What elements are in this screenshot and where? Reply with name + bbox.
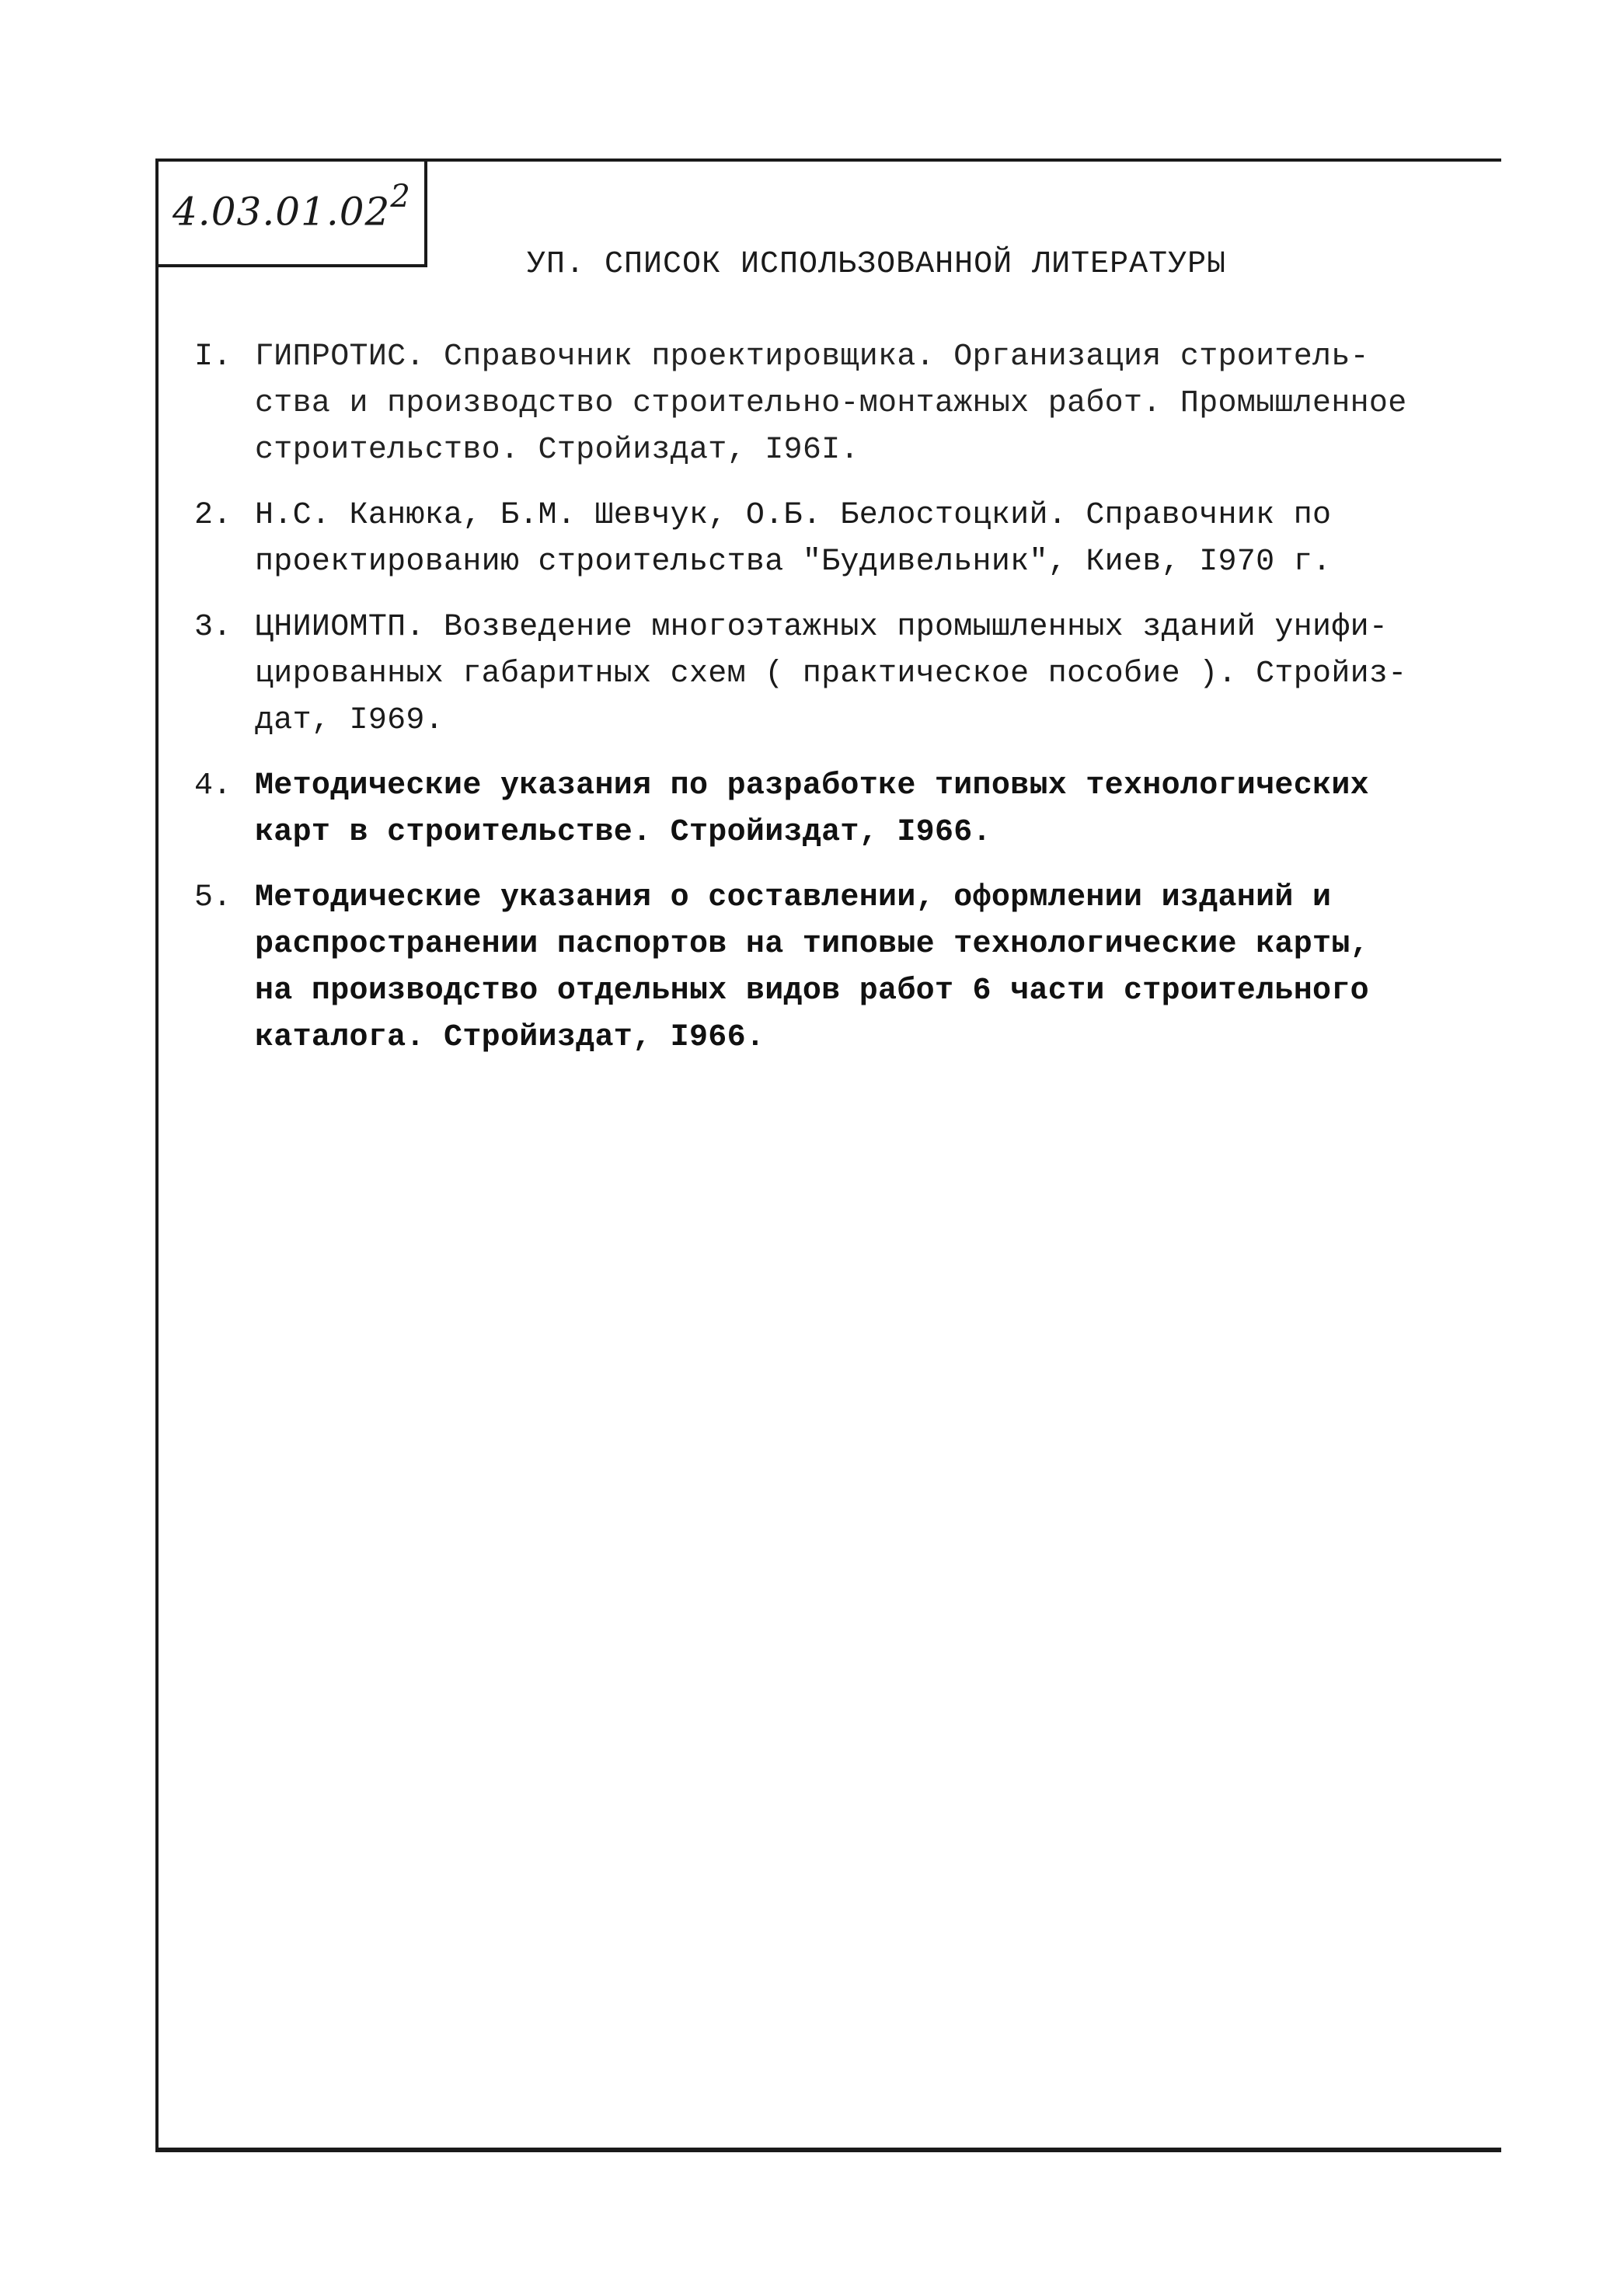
document-code-number: 4.03.01.02 xyxy=(173,189,391,235)
reference-number: I. xyxy=(194,340,232,375)
reference-line: цированных габаритных схем ( практическое пособие ). Стройиз- xyxy=(255,657,1407,692)
reference-item xyxy=(186,763,1500,856)
reference-line: распространении паспортов на типовые технологические карты, xyxy=(255,927,1369,962)
reference-line: Методические указания о составлении, оформлении изданий и xyxy=(255,880,1332,915)
reference-line: ЦНИИОМТП. Возведение многоэтажных промышленных зданий унифи- xyxy=(255,610,1389,645)
reference-line: Н.С. Канюка, Б.М. Шевчук, О.Б. Белостоцкий. Справочник по xyxy=(255,498,1332,533)
frame-bottom-line xyxy=(155,2148,1501,2152)
reference-item xyxy=(186,604,1500,744)
reference-line: проектированию строительства "Будивельник", Киев, I970 г. xyxy=(255,545,1332,580)
reference-number: 5. xyxy=(194,880,232,915)
reference-line: на производство отдельных видов работ 6 части строительного xyxy=(255,974,1369,1009)
frame-left-line xyxy=(155,159,159,2151)
document-code-stamp xyxy=(155,159,427,267)
reference-number: 2. xyxy=(194,498,232,533)
reference-line: ства и производство строительно-монтажных работ. Промышленное xyxy=(255,386,1407,421)
reference-list xyxy=(186,334,1500,1080)
reference-line: дат, I969. xyxy=(255,703,444,738)
reference-line: Методические указания по разработке типовых технологических xyxy=(255,768,1369,803)
reference-item xyxy=(186,875,1500,1061)
page-title: УП. СПИСОК ИСПОЛЬЗОВАННОЙ ЛИТЕРАТУРЫ xyxy=(527,247,1227,282)
reference-line: строительство. Стройиздат, I96I. xyxy=(255,433,859,468)
reference-line: ГИПРОТИС. Справочник проектировщика. Организация строитель- xyxy=(255,340,1369,375)
reference-number: 3. xyxy=(194,610,232,645)
reference-number: 4. xyxy=(194,768,232,803)
reference-line: каталога. Стройиздат, I966. xyxy=(255,1020,765,1055)
document-code xyxy=(173,179,411,235)
document-code-suffix: 2 xyxy=(390,179,411,214)
reference-line: карт в строительстве. Стройиздат, I966. xyxy=(255,815,991,850)
reference-item xyxy=(186,493,1500,586)
reference-item xyxy=(186,334,1500,474)
